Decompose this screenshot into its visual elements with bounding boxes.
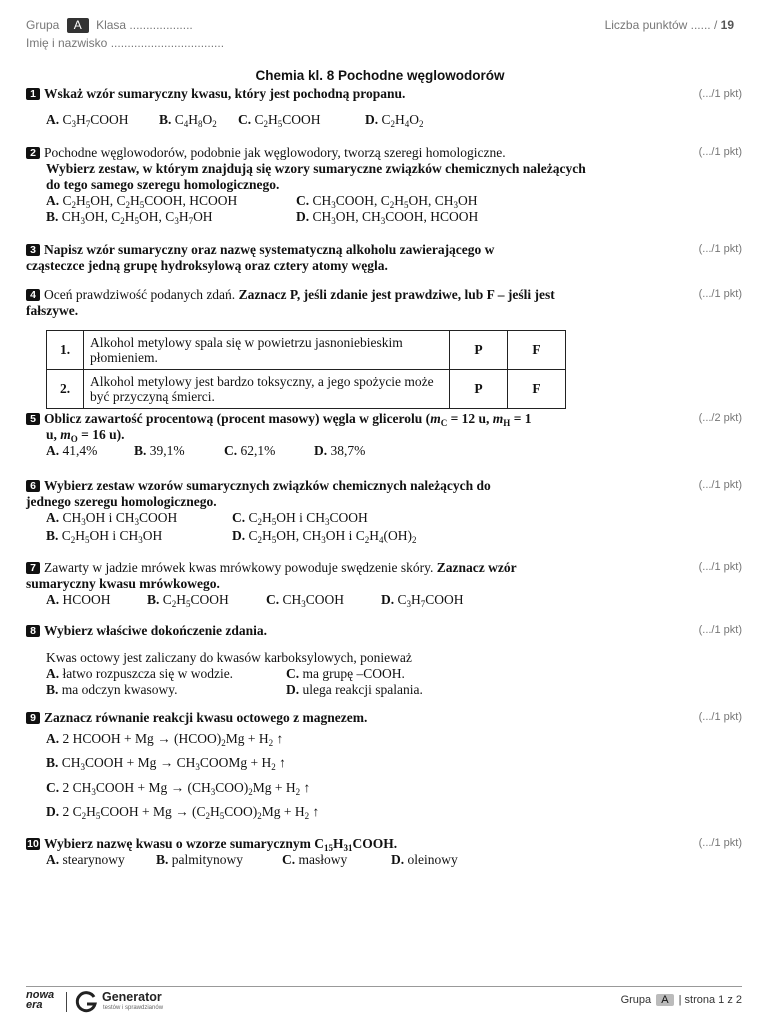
question-7 xyxy=(26,560,556,608)
header-group-line xyxy=(26,18,193,33)
answer-options xyxy=(26,112,586,128)
points-q7: (.../1 pkt) xyxy=(698,561,742,573)
question-intro: Pochodne węglowodorów, podobnie jak węglowodory, tworzą szeregi homologiczne. xyxy=(44,145,506,160)
option-c[interactable]: C. $C_2H_5OH$ i $CH_3COOH$ xyxy=(232,510,368,527)
footer-divider xyxy=(26,986,742,987)
answer-row-1 xyxy=(26,193,586,209)
answer-options xyxy=(26,443,576,459)
false-option[interactable]: F xyxy=(508,331,566,370)
question-intro: Oceń prawdziwość podanych zdań. xyxy=(44,287,239,302)
question-5: 5 Oblicz zawartość procentową (procent masowy) węgla w glicerolu ($m_C = 12$ u, $m_H = 1$ u, $m_O = 16$ u). A. 41,4% B. 39,1% C. 62,1% D. 38,7% xyxy=(26,411,576,459)
question-number: 10 xyxy=(27,838,39,850)
question-number: 7 xyxy=(26,562,40,574)
question-1 xyxy=(26,86,586,128)
option-a[interactable]: A. 41,4% xyxy=(46,443,98,458)
answer-row-2 xyxy=(26,682,586,698)
option-c[interactable]: C. $CH_3COOH$ xyxy=(266,592,345,609)
name-field-label: Imię i nazwisko .................................. xyxy=(26,36,225,50)
option-a[interactable]: A. $C_3H_7COOH$ xyxy=(46,112,129,129)
question-text: Wybierz właściwe dokończenie zdania. xyxy=(44,623,267,638)
option-b[interactable]: B. $C_2H_5COOH$ xyxy=(147,592,229,609)
generator-title: Generator xyxy=(102,990,162,1004)
logo-text-top: nowa xyxy=(26,989,55,1001)
question-10 xyxy=(26,836,586,868)
option-c[interactable]: C. ma grupę –COOH. xyxy=(286,666,405,681)
points-q8: (.../1 pkt) xyxy=(698,624,742,636)
question-number: 2 xyxy=(26,147,40,159)
answer-row-2 xyxy=(26,528,526,544)
question-number: 5 xyxy=(26,413,40,425)
question-text: Zaznacz P, jeśli zdanie jest prawdziwe, lub F – jeśli jest fałszywe. xyxy=(26,287,555,318)
question-text: Oblicz zawartość procentową (procent masowy) węgla w glicerolu ($m_C = 12$ u, $m_H = 1$ xyxy=(44,411,532,428)
generator-subtitle: testów i sprawdzianów xyxy=(103,1005,164,1011)
footer-group-label: Grupa xyxy=(620,994,652,1006)
points-total: 19 xyxy=(720,18,734,32)
points-q1: (.../1 pkt) xyxy=(698,88,742,100)
answer-options xyxy=(26,592,556,608)
true-option[interactable]: P xyxy=(450,331,508,370)
option-b[interactable]: B. $C_4H_8O_2$ xyxy=(159,112,217,129)
points-q6: (.../1 pkt) xyxy=(698,479,742,491)
option-d[interactable]: D. 2 $C_2H_5COOH + Mg \to (C_2H_5COO)_2Mg + H_2$ ↑ xyxy=(46,804,320,821)
question-number: 1 xyxy=(26,88,40,100)
question-number: 6 xyxy=(26,480,40,492)
option-a[interactable]: A. łatwo rozpuszcza się w wodzie. xyxy=(46,666,234,681)
option-b[interactable]: B. $CH_3OH$, $C_2H_5OH$, $C_3H_7OH$ xyxy=(46,209,213,226)
question-text: Zaznacz wzór sumaryczny kwasu mrówkowego. xyxy=(26,560,517,591)
option-d[interactable]: D. $C_2H_5OH$, $CH_3OH$ i $C_2H_4(OH)_2$ xyxy=(232,528,417,545)
points-q2: (.../1 pkt) xyxy=(698,146,742,158)
question-text: Zaznacz równanie reakcji kwasu octowego z magnezem. xyxy=(44,710,368,725)
logo-text-bottom: era xyxy=(26,999,43,1011)
option-a[interactable]: A. $CH_3OH$ i $CH_3COOH$ xyxy=(46,510,178,527)
sentence-stem: Kwas octowy jest zaliczany do kwasów karboksylowych, ponieważ xyxy=(46,650,412,665)
generator-icon xyxy=(74,990,98,1019)
option-b[interactable]: B. $C_2H_5OH$ i $CH_3OH$ xyxy=(46,528,163,545)
question-6 xyxy=(26,478,526,544)
points-q10: (.../1 pkt) xyxy=(698,837,742,849)
question-text: Wskaż wzór sumaryczny kwasu, który jest pochodną propanu. xyxy=(44,86,406,101)
answer-row-1 xyxy=(26,666,586,682)
table-row xyxy=(47,331,566,370)
points-q3: (.../1 pkt) xyxy=(698,243,742,255)
option-a[interactable]: A. stearynowy xyxy=(46,852,125,867)
group-label: Grupa xyxy=(26,18,60,32)
option-d[interactable]: D. ulega reakcji spalania. xyxy=(286,682,423,697)
option-b[interactable]: B. $CH_3COOH + Mg$ → $CH_3COOMg + H_2$ ↑ xyxy=(46,755,286,772)
option-c[interactable]: C. 62,1% xyxy=(224,443,276,458)
question-text: Wybierz nazwę kwasu o wzorze sumarycznym $C_{15}H_{31}COOH$. xyxy=(44,836,398,853)
option-a[interactable]: A. 2 HCOOH + $Mg \to (HCOO)_2Mg + H_2$ ↑ xyxy=(46,731,284,748)
question-number: 4 xyxy=(26,289,40,301)
answer-row-1 xyxy=(26,510,526,526)
answer-options xyxy=(26,852,586,868)
option-d[interactable]: D. $CH_3OH$, $CH_3COOH$, HCOOH xyxy=(296,209,479,226)
option-d[interactable]: D. oleinowy xyxy=(391,852,458,867)
option-d[interactable]: D. $C_3H_7COOH$ xyxy=(381,592,464,609)
answer-row-2 xyxy=(26,209,586,225)
row-number: 1. xyxy=(47,331,84,370)
question-text: Napisz wzór sumaryczny oraz nazwę systematyczną alkoholu zawierającego w cząsteczce jedną grupę hydroksylową oraz cztery atomy węgla. xyxy=(26,242,495,273)
option-b[interactable]: B. palmitynowy xyxy=(156,852,244,867)
option-a[interactable]: A. HCOOH xyxy=(46,592,111,607)
table-row xyxy=(47,370,566,409)
points-total-line xyxy=(605,18,734,32)
option-d[interactable]: D. 38,7% xyxy=(314,443,366,458)
footer-group-badge: A xyxy=(656,994,673,1006)
question-2 xyxy=(26,145,586,225)
option-d[interactable]: D. $C_2H_4O_2$ xyxy=(365,112,424,129)
question-4 xyxy=(26,287,556,319)
question-number: 3 xyxy=(26,244,40,256)
question-8 xyxy=(26,623,586,698)
points-q9: (.../1 pkt) xyxy=(698,711,742,723)
true-option[interactable]: P xyxy=(450,370,508,409)
option-c[interactable]: C. 2 $CH_3COOH + Mg \to (CH_3COO)_2Mg + H_2$ ↑ xyxy=(46,780,311,797)
group-badge: A xyxy=(67,18,89,33)
page-title: Chemia kl. 8 Pochodne węglowodorów xyxy=(255,68,505,83)
option-b[interactable]: B. ma odczyn kwasowy. xyxy=(46,682,178,697)
true-false-table xyxy=(46,330,566,409)
class-label: Klasa ................... xyxy=(96,18,193,32)
points-q4: (.../1 pkt) xyxy=(698,288,742,300)
option-c[interactable]: C. $C_2H_5COOH$ xyxy=(238,112,321,129)
option-b[interactable]: B. 39,1% xyxy=(134,443,185,458)
question-3 xyxy=(26,242,546,274)
option-a[interactable]: A. $C_2H_5OH$, $C_2H_5COOH$, HCOOH xyxy=(46,193,238,210)
question-number: 8 xyxy=(26,625,40,637)
points-q5: (.../2 pkt) xyxy=(698,412,742,424)
points-label: Liczba punktów ...... / xyxy=(604,18,718,32)
statement: Alkohol metylowy jest bardzo toksyczny, a jego spożycie może być przyczyną śmierci. xyxy=(84,370,450,409)
false-option[interactable]: F xyxy=(508,370,566,409)
option-c[interactable]: C. $CH_3COOH$, $C_2H_5OH$, $CH_3OH$ xyxy=(296,193,478,210)
row-number: 2. xyxy=(47,370,84,409)
question-text: Wybierz zestaw wzorów sumarycznych związków chemicznych należących do jednego szeregu homologicznego. xyxy=(26,478,491,509)
question-9 xyxy=(26,710,586,726)
page-number: | strona 1 z 2 xyxy=(678,994,742,1006)
question-intro: Zawarty w jadzie mrówek kwas mrówkowy powoduje swędzenie skóry. xyxy=(44,560,437,575)
option-c[interactable]: C. masłowy xyxy=(282,852,348,867)
question-text: Wybierz zestaw, w którym znajdują się wzory sumaryczne związków chemicznych należących do tego samego szeregu homologicznego. xyxy=(46,161,586,192)
statement: Alkohol metylowy spala się w powietrzu jasnoniebieskim płomieniem. xyxy=(84,331,450,370)
footer-page-info xyxy=(621,994,742,1006)
question-number: 9 xyxy=(26,712,40,724)
